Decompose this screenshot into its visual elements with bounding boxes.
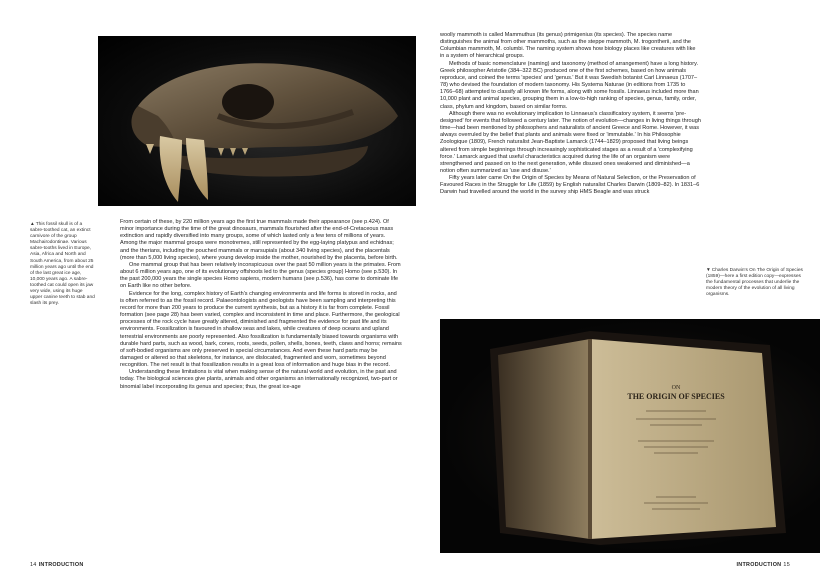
book-title-line-1: ON	[671, 385, 681, 391]
caption-marker-up: ▲	[30, 222, 35, 227]
book-title-line-2: THE ORIGIN OF SPECIES	[627, 392, 725, 401]
book-caption	[706, 268, 806, 298]
left-paragraph-3: Evidence for the long, complex history of Earth's changing environments and life forms is stored in rocks, and is often referred to as the fossil record. Palaeontologists and geologists have been sampling and interpreting this record for more than 200 years to produce the current synthesis, but as a history it is far from complete. Fossil formation (see page 28) has been varied, complex and inconsistent in time and place. Furthermore, the geological processes of the rock cycle have greatly altered, diminished and fragmented the evidence for past life and its environments. Fossilization is favoured in shallow seas and lakes, while creatures of deep oceans and upland terrestrial environments are poorly represented. Also fossilization is fundamentally biased towards organisms with durable hard parts, such as wood, bark, cones, roots, seeds, pollen, shells, bones, teeth, claws and horns; remains of soft-bodied organisms are only preserved in special circumstances. And even these hard parts may be damaged or altered so that skeletons, for instance, are dislocated, fragmented and worn, sometimes beyond recognition. The net result is that fossilization results in a great loss of information and huge bias in the record.	[120, 290, 402, 369]
left-paragraph-4: Understanding these limitations is vital when making sense of the natural world and evolution, in the past and today. The biological sciences give plants, animals and other organisms an internationally recognized, two-part or binomial label incorporating its genus and species; thus, the great ice-age	[120, 369, 398, 390]
left-section-label: INTRODUCTION	[38, 562, 84, 568]
right-paragraph-1: woolly mammoth is called Mammuthus (its genus) primigenius (its species). The species name distinguishes the animal from other mammoths, such as the steppe mammoth, M. trogontherii, and the Columbian mammoth, M. columbi. The naming system shows how biology places like creatures with like in a system of hierarchical groups.	[440, 32, 696, 60]
right-section-label: INTRODUCTION	[736, 562, 782, 568]
left-page-number: 14	[30, 562, 37, 568]
skull-caption	[30, 222, 95, 307]
skull-caption-text: This fossil skull is of a sabre-toothed cat, an extinct carnivore of the group Machairodontinae. Various sabre-tooths lived in Europe, Asia, Africa and North and South America, from about 25 million years ago until the end of the last great ice age, 10,000 years ago. A sabre-toothed cat could open its jaw very wide, using its huge upper canine teeth to stab and slash its prey.	[30, 222, 95, 307]
right-paragraph-3: Although there was no evolutionary implication to Linnaeus's classificatory system, it seems 'pre-designed' for events that followed a century later. The notion of evolution—changes in living things through time—had been mentioned by philosophers and naturalists of ancient Greece and Rome. However, it was always overruled by the belief that plants and animals were fixed or 'immutable.' In his Philosophie Zoologique (1809), French naturalist Jean-Baptiste Lamarck (1744–1829) proposed that living beings altered from simple beginnings through increasingly sophisticated stages as a result of a 'complexifying force.' Lamarck argued that useful characteristics acquired during the life of an organism were strengthened and passed on to the next generation, while disused ones weakened and diminished—a notion often summarized as 'use and disuse.'	[440, 110, 701, 174]
right-paragraph-4: Fifty years later came On the Origin of Species by Means of Natural Selection, or the Preservation of Favoured Races in the Struggle for Life (1859) by English naturalist Charles Darwin (1809–82). In 1831–6 Darwin had travelled around the world in the survey ship HMS Beagle and was struck	[440, 175, 700, 196]
caption-marker-down: ▼	[706, 268, 711, 273]
skull-illustration	[98, 36, 416, 206]
left-body-text	[120, 219, 402, 391]
right-body-text	[440, 32, 701, 197]
right-paragraph-2: Methods of basic nomenclature (naming) and taxonomy (method of arrangement) have a long history. Greek philosopher Aristotle (384–322 BC) produced one of the first schemes, based on how animals reproduce, and coined the terms 'species' and 'genus.' But it was Swedish botanist Carl Linnaeus (1707–78) who devised the foundation of modern taxonomy. His Systema Naturae (in editions from 1735 to 1766–68) attempted to classify all known life forms, along with some fossils. Linnaeus included more than 10,000 plant and animal species, grouping them in a low-to-high ranking of species, genus, family, order, class, phylum and kingdom, based on similar forms.	[440, 60, 699, 110]
sabre-tooth-skull-photo	[98, 36, 416, 206]
left-paragraph-2: One mammal group that has been relatively inconspicuous over the past 50 million years is the primates. From about 6 million years ago, one of its evolutionary offshoots led to the genus (species group) Homo (see p.530). In the past 200,000 years the single species Homo sapiens, modern humans (see p.536), has come to dominate life on Earth like no other before.	[120, 261, 401, 290]
left-paragraph-1: From certain of these, by 220 million years ago the first true mammals made their appearance (see p.424). Of minor importance during the time of the great dinosaurs, mammals flourished after the end-of-Cretaceous mass extinction and rapidly diversified into many groups, some of which lasted only a few tens of millions of years. Among the major mammal groups were monotremes, still represented by the egg-laying platypus and echidnas; and the therians, including the pouched mammals or marsupials (about 340 living species), and the placentals (more than 5,000 living species), where young develop inside the mother, nourished by the placenta, before birth.	[120, 219, 398, 261]
right-page-footer	[734, 562, 790, 568]
book-caption-text: Charles Darwin's On The Origin of Species (1859)—here a first edition copy—expresses the fundamental processes that underlie the modern theory of the evolution of all living organisms.	[706, 268, 803, 298]
open-book-illustration	[440, 319, 820, 553]
right-page-number: 15	[783, 562, 790, 568]
left-page-footer	[30, 562, 86, 568]
origin-of-species-book-photo	[440, 319, 820, 553]
